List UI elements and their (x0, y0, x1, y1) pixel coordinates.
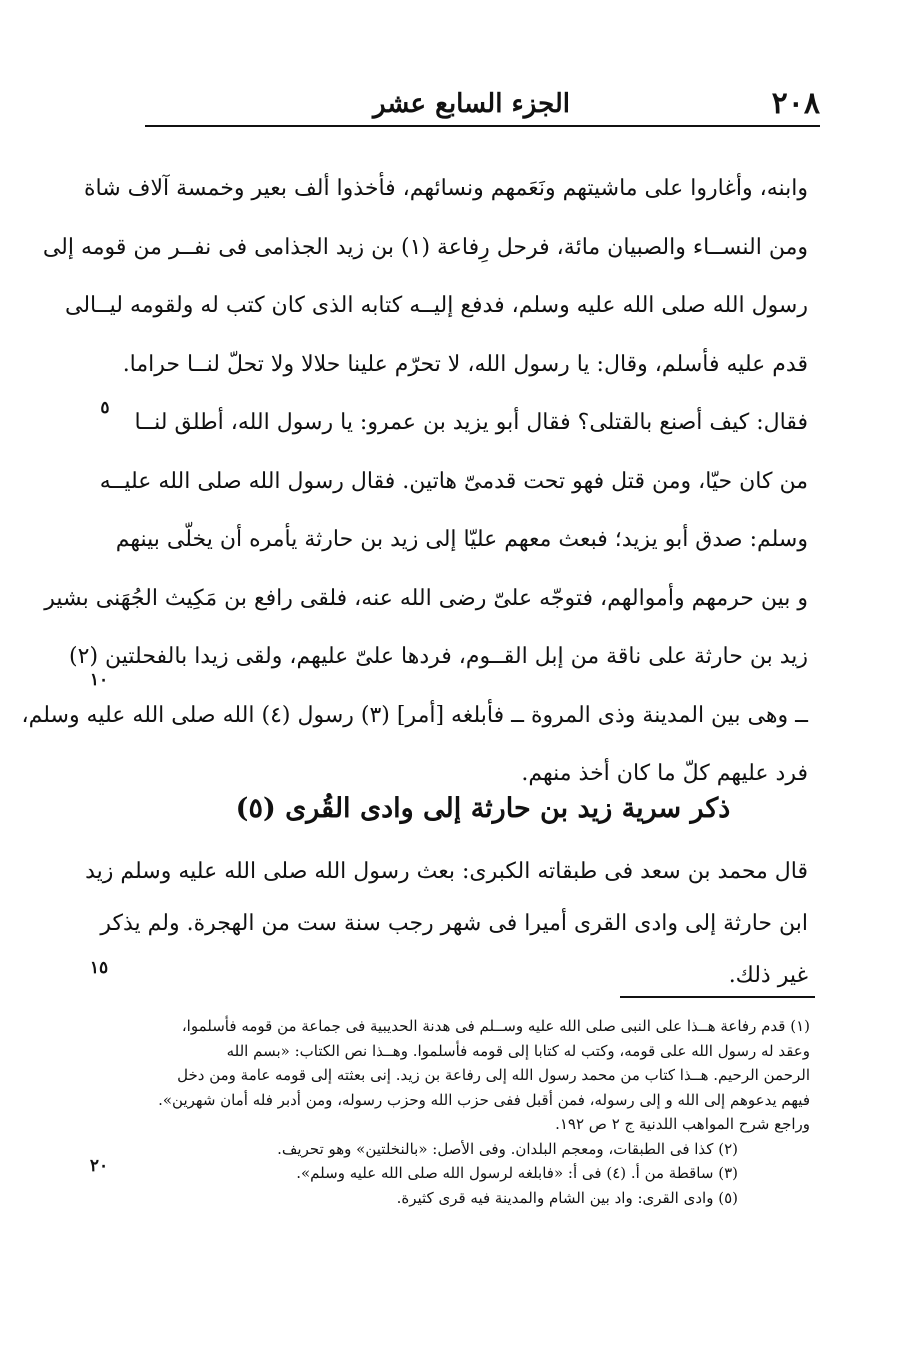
line-number-5: ٥ (100, 398, 110, 418)
line-number-15: ١٥ (89, 958, 109, 978)
footnote-2: (٢) كذا فى الطبقات، ومعجم البلدان. وفى الأصل: «بالنخلتين» وهو تحريف. (277, 1139, 738, 1158)
text-line: ومن النســاء والصبيان مائة، فرحل رِفاعة (١) بن زيد الجذامى فى نفــر من قومه إلى (42, 234, 808, 260)
text-line: غير ذلك. (728, 963, 808, 988)
footnote-1-line: وراجع شرح المواهب اللدنية ج ٢ ص ١٩٢. (555, 1115, 810, 1133)
footnote-1-line: الرحمن الرحيم. هــذا كتاب من محمد رسول الله إلى رفاعة بن زيد. إنى بعثته إلى قومه عامة ومن دخل (177, 1066, 810, 1084)
page-header (140, 84, 820, 124)
line-number-20: ٢٠ (89, 1156, 109, 1176)
footnote-1-line: (١) قدم رفاعة هــذا على النبى صلى الله عليه وســلم فى هدنة الحديبية فى جماعة من قومه فأسلموا، (181, 1017, 810, 1035)
footnote-1-line: وعقد له رسول الله على قومه، وكتب له كتابا إلى قومه فأسلموا. وهــذا نص الكتاب: «بسم الله (226, 1041, 810, 1060)
footnote-rule (620, 996, 815, 998)
header-rule (145, 125, 820, 127)
text-line: و بين حرمهم وأموالهم، فتوجّه علىّ رضى الله عنه، فلقى رافع بن مَكِيث الجُهَنى بشير (44, 585, 808, 611)
text-line: وابنه، وأغاروا على ماشيتهم ونَعَمهم ونسائهم، فأخذوا ألف بعير وخمسة آلاف شاة (84, 176, 808, 201)
footnotes (160, 1014, 810, 1210)
page-number: ٢٠٨ (771, 86, 820, 121)
text-line: فرد عليهم كلّ ما كان أخذ منهم. (521, 761, 808, 786)
footnote-3-4: (٣) ساقطة من أ. (٤) فى أ: «فابلغه لرسول الله صلى الله عليه وسلم». (296, 1164, 738, 1182)
text-line: قدم عليه فأسلم، وقال: يا رسول الله، لا تحرّم علينا حلالا ولا تحلّ لنــا حراما. (122, 351, 808, 377)
text-line: زيد بن حارثة على ناقة من إبل القــوم، فردها علىّ عليهم، ولقى زيدا بالفحلتين (٢) (69, 644, 808, 669)
text-line: ابن حارثة إلى وادى القرى أميرا فى شهر رجب سنة ست من الهجرة. ولم يذكر (100, 911, 808, 936)
section-heading: ذكر سرية زيد بن حارثة إلى وادى القُرى (٥) (235, 793, 731, 824)
text-line: فقال: كيف أصنع بالقتلى؟ فقال أبو يزيد بن عمرو: يا رسول الله، أطلق لنــا (134, 410, 808, 435)
text-line: من كان حيّا، ومن قتل فهو تحت قدمىّ هاتين. فقال رسول الله صلى الله عليــه (99, 468, 808, 494)
text-line: ــ وهى بين المدينة وذى المروة ــ فأبلغه [أمر] (٣) رسول (٤) الله صلى الله عليه وسلم، (21, 702, 808, 728)
footnote-1-line: فيهم يدعوهم إلى الله و إلى رسوله، فمن أقبل ففى حزب الله وحزب رسوله، ومن أدبر فله أمان شهرين». (158, 1090, 810, 1109)
text-line: قال محمد بن سعد فى طبقاته الكبرى: بعث رسول الله صلى الله عليه وسلم زيد (85, 859, 808, 884)
running-title: الجزء السابع عشر (373, 89, 570, 119)
footnote-5: (٥) وادى القرى: واد بين الشام والمدينة فيه قرى كثيرة. (396, 1188, 738, 1207)
text-line: رسول الله صلى الله عليه وسلم، فدفع إليــه كتابه الذى كان كتب له ولقومه ليــالى (65, 293, 808, 318)
line-number-10: ١٠ (89, 670, 109, 690)
text-line: وسلم: صدق أبو يزيد؛ فبعث معهم عليّا إلى زيد بن حارثة يأمره أن يخلّى بينهم (115, 527, 808, 552)
